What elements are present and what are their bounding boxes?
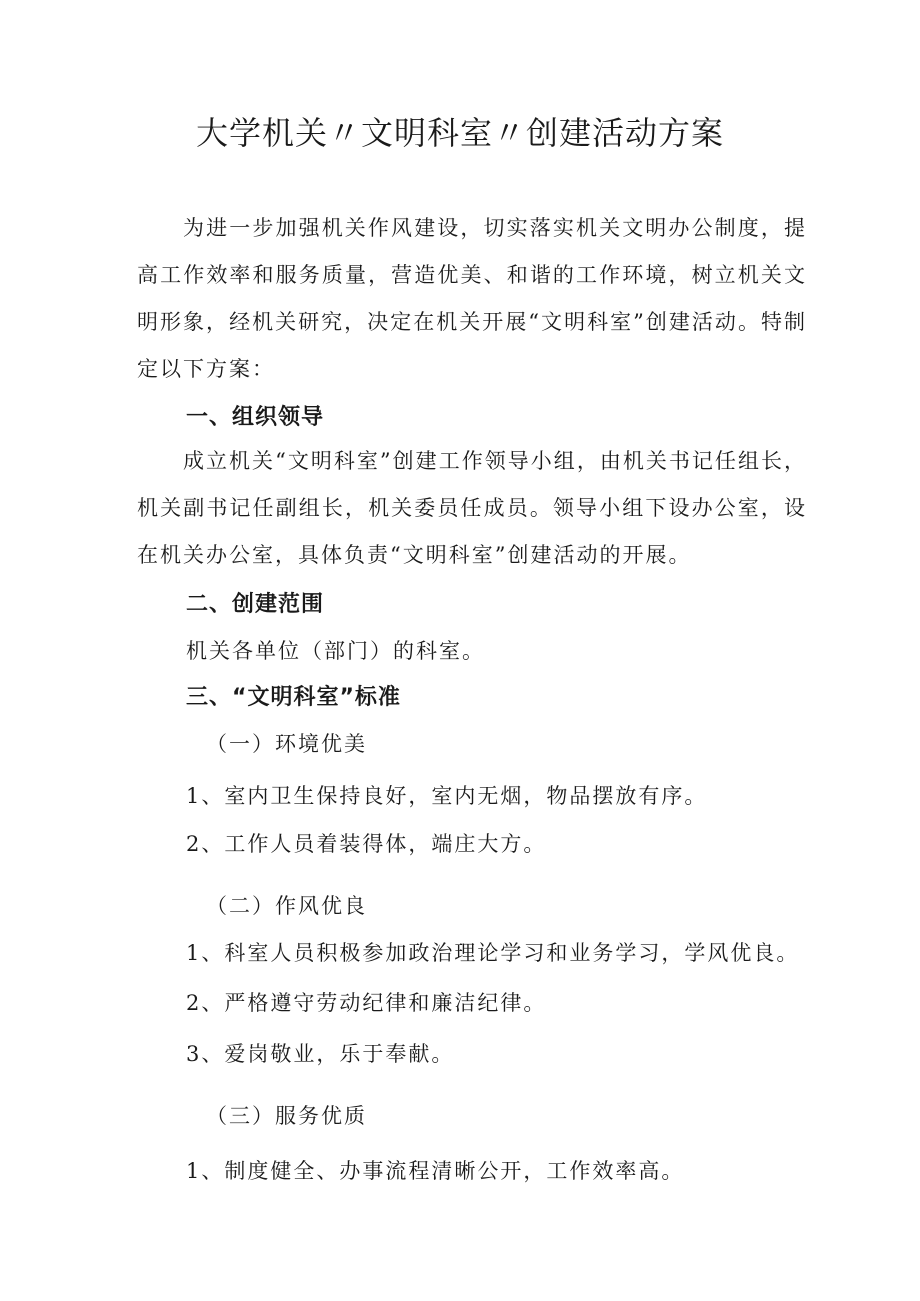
section-heading-standards: 三、“文明科室”标准 xyxy=(186,685,401,710)
list-item: 1、科室人员积极参加政治理论学习和业务学习，学风优良。 xyxy=(186,941,800,965)
subsection-label-conduct: （二）作风优良 xyxy=(206,894,367,918)
section-heading-organization: 一、组织领导 xyxy=(186,405,325,430)
list-item: 1、室内卫生保持良好，室内无烟，物品摆放有序。 xyxy=(186,784,708,808)
list-item: 2、严格遵守劳动纪律和廉洁纪律。 xyxy=(186,991,547,1015)
list-item: 3、爱岗敬业，乐于奉献。 xyxy=(186,1042,455,1066)
section-body-organization: 成立机关“文明科室”创建工作领导小组，由机关书记任组长，机关副书记任副组长，机关委员任成员。领导小组下设办公室，设在机关办公室，具体负责“文明科室”创建活动的开展。 xyxy=(137,449,807,567)
list-item: 1、制度健全、办事流程清晰公开，工作效率高。 xyxy=(186,1159,685,1183)
intro-paragraph: 为进一步加强机关作风建设，切实落实机关文明办公制度，提高工作效率和服务质量，营造优美、和谐的工作环境，树立机关文明形象，经机关研究，决定在机关开展“文明科室”创建活动。特制定以下方案： xyxy=(137,216,807,381)
list-item: 2、工作人员着装得体，端庄大方。 xyxy=(186,832,547,856)
section-body-scope: 机关各单位（部门）的科室。 xyxy=(186,639,485,663)
subsection-label-environment: （一）环境优美 xyxy=(206,732,367,756)
subsection-label-service: （三）服务优质 xyxy=(206,1104,367,1128)
document-title: 大学机关〃文明科室〃创建活动方案 xyxy=(195,114,724,152)
section-heading-scope: 二、创建范围 xyxy=(186,592,325,617)
